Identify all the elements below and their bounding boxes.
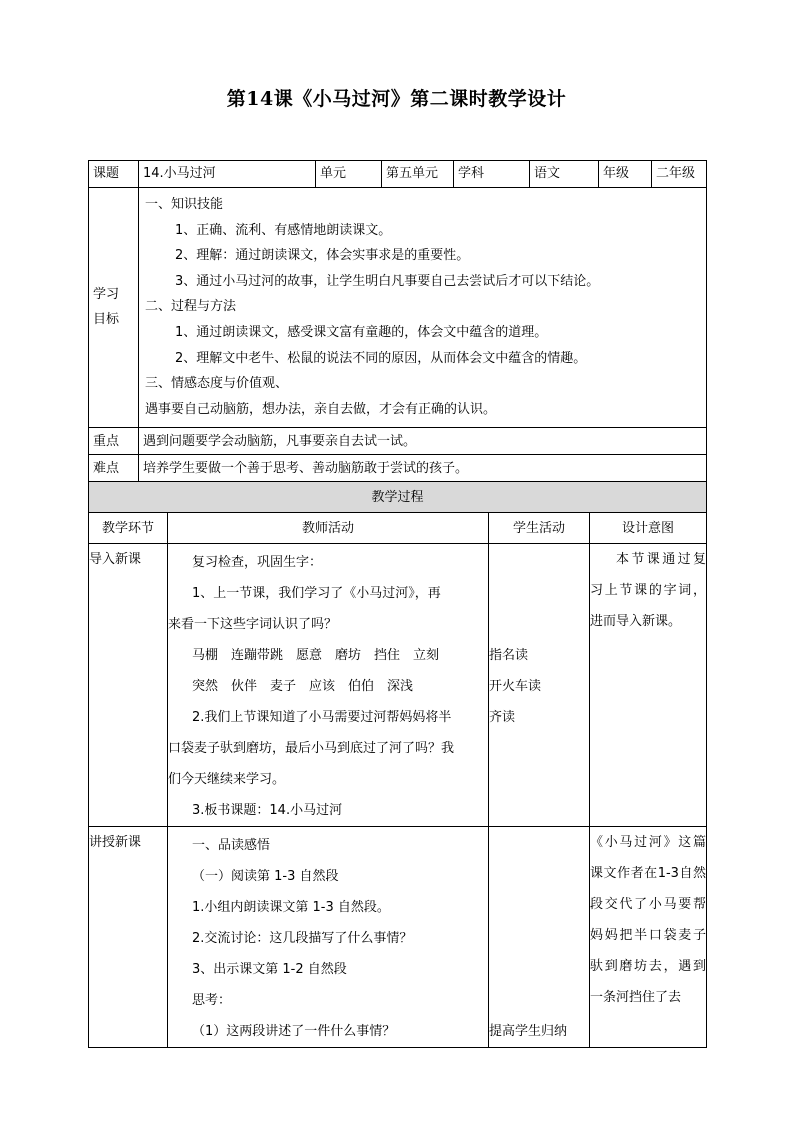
intent-text: 《小马过河》这篇课文作者在1-3自然段交代了小马要帮妈妈把半口袋麦子驮到磨坊去，遇到一条河挡住了去 bbox=[590, 835, 707, 1006]
key-point-label: 重点 bbox=[89, 428, 139, 455]
objective-line: 1、通过朗读课文，感受课文富有童趣的，体会文中蕴含的道理。 bbox=[175, 324, 548, 340]
teach-stage bbox=[89, 827, 168, 1048]
process-table bbox=[88, 482, 707, 1048]
difficulty-text: 培养学生要做一个善于思考、善动脑筋敢于尝试的孩子。 bbox=[139, 455, 707, 482]
difficulty-row bbox=[89, 455, 707, 482]
info-row bbox=[89, 161, 707, 188]
student-line: 指名读 bbox=[489, 648, 529, 664]
objective-line: 遇事要自己动脑筋，想办法，亲自去做，才会有正确的认识。 bbox=[145, 401, 497, 417]
teach-intent bbox=[590, 827, 707, 1048]
teacher-line: 们今天继续来学习。 bbox=[168, 772, 286, 788]
teacher-line: 1.小组内朗读课文第 1-3 自然段。 bbox=[192, 900, 390, 916]
teacher-line: 3、出示课文第 1-2 自然段 bbox=[192, 962, 347, 978]
page-title: 第14课《小马过河》第二课时教学设计 bbox=[226, 88, 567, 110]
teacher-line: 来看一下这些字词认识了吗？ bbox=[168, 617, 338, 633]
intro-intent bbox=[590, 544, 707, 827]
teacher-line: 3.板书课题：14.小马过河 bbox=[192, 803, 343, 819]
objectives-content bbox=[139, 188, 707, 428]
objective-line: 2、理解：通过朗读课文，体会实事求是的重要性。 bbox=[175, 248, 470, 264]
intro-student bbox=[489, 544, 590, 827]
header-stage: 教学环节 bbox=[89, 513, 168, 544]
header-intent: 设计意图 bbox=[590, 513, 707, 544]
objectives-label bbox=[89, 188, 139, 428]
teacher-line: 思考： bbox=[192, 993, 232, 1009]
teacher-line: （1）这两段讲述了一件什么事情？ bbox=[192, 1024, 396, 1040]
teach-row bbox=[89, 827, 707, 1048]
intro-stage bbox=[89, 544, 168, 827]
student-line: 开火车读 bbox=[489, 679, 542, 695]
process-header-row bbox=[89, 513, 707, 544]
intro-teacher bbox=[168, 544, 489, 827]
teacher-line: 2.交流讨论：这几段描写了什么事情？ bbox=[192, 931, 413, 947]
ke-ti-label: 课题 bbox=[89, 161, 139, 188]
intro-row bbox=[89, 544, 707, 827]
teacher-line: 2.我们上节课知道了小马需要过河帮妈妈将半 bbox=[192, 710, 452, 726]
process-banner-row bbox=[89, 482, 707, 513]
nian-ji-value: 二年级 bbox=[652, 161, 707, 188]
teach-stage-text: 讲授新课 bbox=[89, 835, 142, 851]
teacher-line: 突然 伙伴 麦子 应该 伯伯 深浅 bbox=[192, 679, 414, 695]
lesson-plan bbox=[88, 160, 706, 1048]
teacher-line: 复习检查，巩固生字： bbox=[192, 555, 323, 571]
objective-line: 2、理解文中老牛、松鼠的说法不同的原因，从而体会文中蕴含的情趣。 bbox=[175, 350, 587, 366]
key-point-row bbox=[89, 428, 707, 455]
intent-text: 本节课通过复习上节课的字词，进而导入新课。 bbox=[590, 552, 707, 630]
teach-student bbox=[489, 827, 590, 1048]
objectives-row bbox=[89, 188, 707, 428]
teacher-line: 马棚 连蹦带跳 愿意 磨坊 挡住 立刻 bbox=[192, 648, 440, 664]
teacher-line: 口袋麦子驮到磨坊，最后小马到底过了河了吗？我 bbox=[168, 741, 455, 757]
intro-stage-text: 导入新课 bbox=[89, 552, 142, 568]
xue-ke-label: 学科 bbox=[454, 161, 530, 188]
objectives-label-2: 目标 bbox=[93, 311, 120, 327]
student-line: 齐读 bbox=[489, 710, 516, 726]
key-point-text: 遇到问题要学会动脑筋，凡事要亲自去试一试。 bbox=[139, 428, 707, 455]
header-student: 学生活动 bbox=[489, 513, 590, 544]
teacher-line: 1、上一节课，我们学习了《小马过河》，再 bbox=[192, 586, 441, 602]
xue-ke-value: 语文 bbox=[530, 161, 599, 188]
ke-ti-value: 14.小马过河 bbox=[139, 161, 316, 188]
objective-line: 1、正确、流利、有感情地朗读课文。 bbox=[175, 222, 392, 238]
header-teacher: 教师活动 bbox=[168, 513, 489, 544]
process-banner: 教学过程 bbox=[89, 482, 707, 513]
dan-yuan-value: 第五单元 bbox=[382, 161, 454, 188]
nian-ji-label: 年级 bbox=[599, 161, 652, 188]
objective-line: 三、情感态度与价值观、 bbox=[145, 376, 289, 392]
teacher-line: （一）阅读第 1-3 自然段 bbox=[192, 869, 339, 885]
objective-line: 3、通过小马过河的故事，让学生明白凡事要自己去尝试后才可以下结论。 bbox=[175, 273, 600, 289]
student-line: 提高学生归纳 bbox=[489, 1024, 568, 1040]
difficulty-label: 难点 bbox=[89, 455, 139, 482]
teacher-line: 一、品读感悟 bbox=[192, 838, 271, 854]
objective-line: 一、知识技能 bbox=[145, 197, 224, 212]
teach-teacher bbox=[168, 827, 489, 1048]
dan-yuan-label: 单元 bbox=[316, 161, 382, 188]
info-table bbox=[88, 160, 707, 482]
objective-line: 二、过程与方法 bbox=[145, 299, 237, 315]
objectives-label-1: 学习 bbox=[93, 286, 120, 302]
